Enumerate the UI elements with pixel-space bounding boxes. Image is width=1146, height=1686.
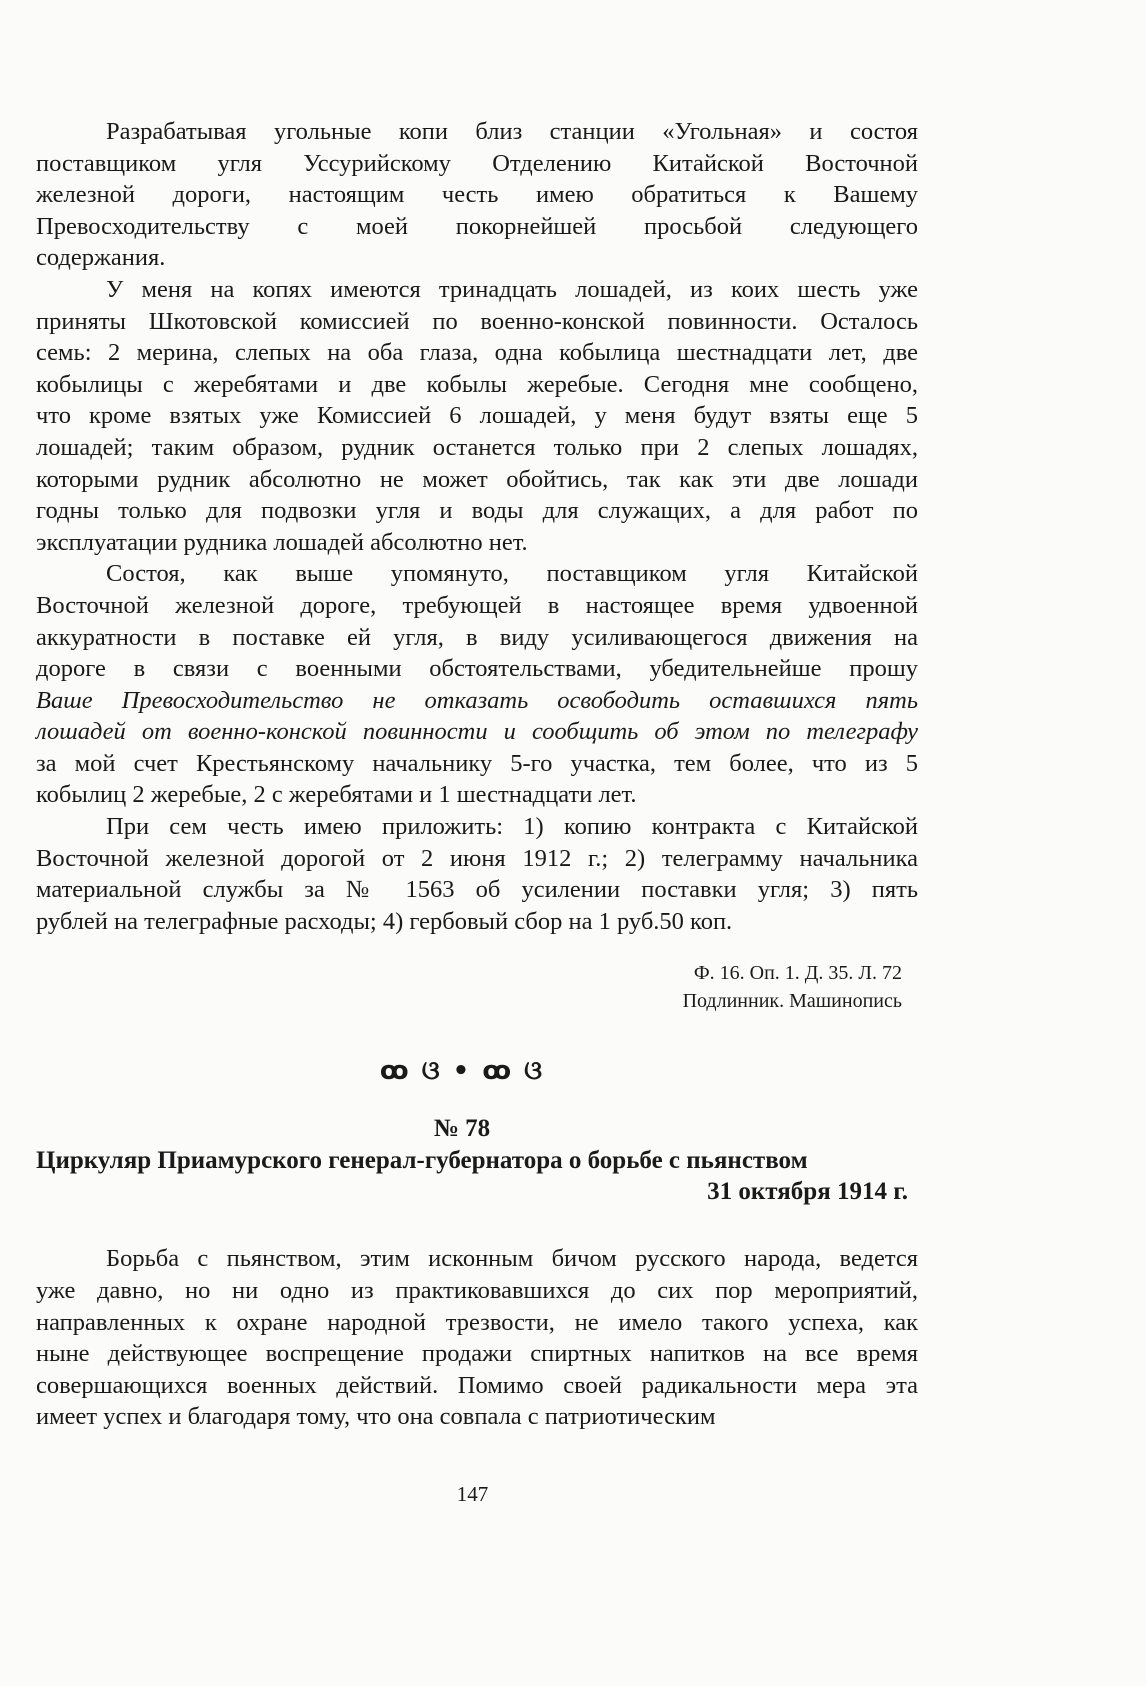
text-line: имеет успех и благодаря тому, что она совпала с патриотическим [36,1403,716,1431]
text-line: направленных к охране народной трезвости, не имело такого успеха, как [36,1308,918,1336]
text-line: что кроме взятых уже Комиссией 6 лошадей, у меня будут взяты еще 5 [36,402,918,430]
document-title: Циркуляр Приамурского генерал-губернатора о борьбе с пьянством [36,1147,808,1175]
text-line: При сем честь имею приложить: 1) копию контракта с Китайской [106,813,918,841]
paragraph [36,1243,918,1433]
paragraph [36,811,918,937]
paragraph [36,558,918,811]
page-number: 147 [456,1482,489,1506]
text-line: Борьба с пьянством, этим исконным бичом русского народа, ведется [106,1245,918,1273]
document-type-note: Подлинник. Машинопись [682,990,902,1013]
text-line: семь: 2 мерина, слепых на оба глаза, одна кобылица шестнадцати лет, две [36,339,918,367]
text-line: совершающихся военных действий. Помимо своей радикальности мера эта [36,1371,918,1399]
document-date: 31 октября 1914 г. [707,1178,908,1206]
ornament-divider [6,1053,918,1087]
text-line: ныне действующее воспрещение продажи спиртных напитков на все время [36,1340,918,1368]
text-line: лошадей от военно-конской повинности и сообщить об этом по телеграфу [36,718,918,746]
paragraph [36,274,918,558]
text-line: содержания. [36,244,166,272]
paragraph [36,116,918,274]
text-line: рублей на телеграфные расходы; 4) гербовый сбор на 1 руб.50 коп. [36,907,733,935]
text-line: У меня на копях имеются тринадцать лошадей, из коих шесть уже [106,275,918,303]
text-line: которыми рудник абсолютно не может обойтись, так как эти две лошади [36,465,918,493]
circular-body [36,1243,918,1433]
document-number: № 78 [433,1115,491,1143]
text-line: Разрабатывая угольные копи близ станции «Угольная» и состоя [106,118,918,145]
text-line: материальной службы за № 1563 об усилении поставки угля; 3) пять [36,876,918,904]
text-line: приняты Шкотовской комиссией по военно-конской повинности. Осталось [36,307,918,335]
letter-body [36,116,918,937]
text-line: кобылиц 2 жеребые, 2 с жеребятами и 1 шестнадцати лет. [36,781,637,809]
text-line: поставщиком угля Уссурийскому Отделению Китайской Восточной [36,149,918,177]
archive-reference: Ф. 16. Оп. 1. Д. 35. Л. 72 [693,962,902,985]
text-line: эксплуатации рудника лошадей абсолютно нет. [36,528,528,556]
text-line: уже давно, но ни одно из практиковавшихся до сих пор мероприятий, [36,1277,918,1305]
text-line: лошадей; таким образом, рудник останется только при 2 слепых лошадях, [36,433,918,461]
text-line: за мой счет Крестьянскому начальнику 5-го участка, тем более, что из 5 [36,749,918,777]
text-line: Восточной железной дороге, требующей в настоящее время удвоенной [36,591,918,619]
text-line: дороге в связи с военными обстоятельствами, убедительнейше прошу [36,655,918,683]
text-line: аккуратности в поставке ей угля, в виду усиливающегося движения на [36,623,918,651]
text-line: Восточной железной дорогой от 2 июня 1912 г.; 2) телеграмму начальника [36,844,918,872]
ornament-glyphs: ꝏ ଓ • ꝏ ଓ [379,1056,545,1087]
text-line: Превосходительству с моей покорнейшей просьбой следующего [36,212,918,240]
document-page [36,116,918,1433]
text-line: кобылицы с жеребятами и две кобылы жеребые. Сегодня мне сообщено, [36,370,918,398]
text-line: Состоя, как выше упомянуто, поставщиком угля Китайской [106,560,918,588]
text-line: годны только для подвозки угля и воды для служащих, а для работ по [36,497,918,525]
text-line: железной дороги, настоящим честь имею обратиться к Вашему [36,181,918,209]
text-line: Ваше Превосходительство не отказать освободить оставшихся пять [36,686,918,714]
